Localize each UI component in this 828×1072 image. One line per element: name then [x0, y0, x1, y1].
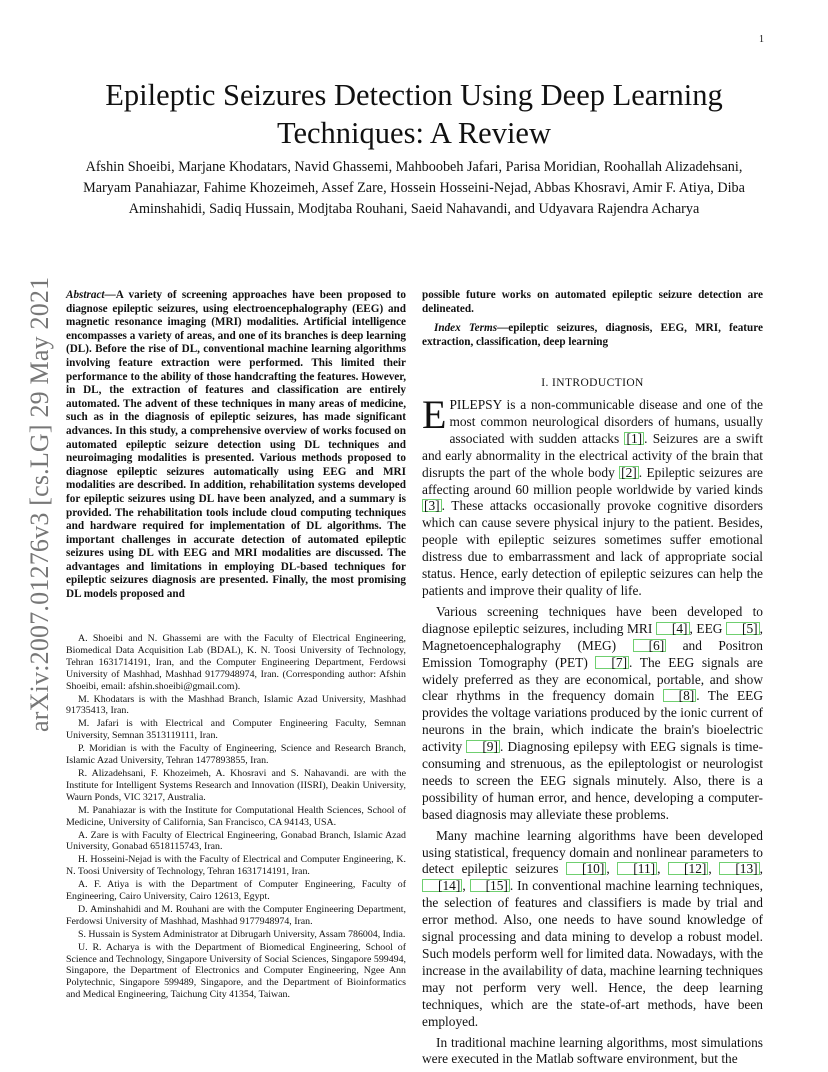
- separator: ,: [759, 861, 763, 877]
- footnote: A. Shoeibi and N. Ghassemi are with the Faculty of Electrical Engineering, Biomedical Data Acquisition Lab (BDAL), K. N. Toosi University of Technology, Tehran 1631714191, Iran, and the Computer Engineering Department, Ferdowsi University of Mashhad, Mashhad 9177948974, Iran. (Corresponding author: Afshin Shoeibi, email: afshin.shoeibi@gmail.com).: [66, 633, 406, 692]
- index-terms-text: —epileptic seizures, diagnosis, EEG, MRI, feature extraction, classification, deep learning: [422, 322, 763, 348]
- citation-link[interactable]: [11]: [617, 862, 657, 875]
- footnote: P. Moridian is with the Faculty of Engineering, Science and Research Branch, Islamic Azad University, Tehran 1477893855, Iran.: [66, 743, 406, 767]
- citation-link[interactable]: [7]: [595, 656, 629, 669]
- intro-text: . Epileptic seizures are affecting around 60 million people worldwide by varied kinds: [422, 464, 764, 497]
- intro-text: Many machine learning algorithms have been developed using statistical, frequency domain and nonlinear parameters to detect epileptic seizures: [422, 827, 763, 877]
- abstract-label: Abstract: [66, 289, 105, 301]
- footnote: D. Aminshahidi and M. Rouhani are with the Computer Engineering Department, Ferdowsi University of Mashhad, Mashhad 9177948974, Iran.: [66, 903, 406, 927]
- footnote: M. Panahiazar is with the Institute for Computational Health Sciences, School of Medicine, University of California, San Francisco, CA 94143, USA.: [66, 804, 406, 828]
- intro-text: . Seizures are a swift and early abnormality in the electrical activity of the brain that disrupts the part of the whole body: [422, 430, 763, 480]
- footnote: R. Alizadehsani, F. Khozeimeh, A. Khosravi and S. Nahavandi. are with the Institute for Intelligent Systems Research and Innovation (IISRI), Deakin University, Waurn Ponds, VIC 3217, Australia.: [66, 767, 406, 803]
- citation-link[interactable]: [8]: [663, 689, 697, 702]
- citation-link[interactable]: [10]: [566, 862, 606, 875]
- citation-link[interactable]: [3]: [424, 498, 440, 514]
- intro-text: . In conventional machine learning techniques, the selection of features and classifiers is made by trial and error method. Also, one needs to have sound knowledge of signal processing and data mining to develop a robust model. Such models perform well for limited data. Nowadays, with the increase in the availability of data, machine learning techniques may not perform very well. Hence, the deep learning techniques, which are the state-of-art methods, have been employed.: [422, 878, 764, 1029]
- intro-text: . Diagnosing epilepsy with EEG signals is time-consuming and strenuous, as the epileptologist or neurologist needs to screen the EEG signals minutely. Also, there is a possibility of human error, and hence, developing a computer-based diagnosis may alleviate these problems.: [422, 739, 763, 822]
- footnote: A. Zare is with Faculty of Electrical Engineering, Gonabad Branch, Islamic Azad University, Gonabad 6518115743, Iran.: [66, 829, 406, 853]
- intro-text: , EEG: [689, 620, 727, 636]
- citation-link[interactable]: [6]: [633, 639, 667, 652]
- author-list: Afshin Shoeibi, Marjane Khodatars, Navid Ghassemi, Mahboobeh Jafari, Parisa Moridian, Roohallah Alizadehsani, Maryam Panahiazar, Fahime Khozeimeh, Assef Zare, Hossein Hosseini-Nejad, Abbas Khosravi, Amir F. Atiya, Diba Aminshahidi, Sadiq Hussain, Modjtaba Rouhani, Saeid Nahavandi, and Udyavara Rajendra Acharya: [83, 159, 745, 217]
- citation-link[interactable]: [14]: [422, 879, 462, 892]
- abstract-text: —A variety of screening approaches have been proposed to diagnose epileptic seizures, using electroencephalography (EEG) and magnetic resonance imaging (MRI) modalities. Artificial intelligence encompasses a variety of areas, and one of its branches is deep learning (DL). Before the rise of DL, conventional machine learning algorithms involving feature extraction were performed. This limited their performance to the ability of those handcrafting the features. However, in DL, the extraction of features and classification are entirely automated. The advent of these techniques in many areas of medicine, such as in the diagnosis of epileptic seizures, has made significant advances. In this study, a comprehensive overview of works focused on automated epileptic seizure detection using DL techniques and neuroimaging modalities is presented. Various methods proposed to diagnose epileptic seizures automatically using EEG and MRI modalities are described. In addition, rehabilitation systems developed for epileptic seizures using DL have been analyzed, and a summary is provided. The rehabilitation tools include cloud computing techniques and hardware required for implementation of DL algorithms. The important challenges in accurate detection of automated epileptic seizures using DL with EEG and MRI modalities are discussed. The advantages and limitations in employing DL-based techniques for epileptic seizures diagnosis are presented. Finally, the most promising DL models proposed and: [66, 289, 406, 601]
- citation-link[interactable]: [1]: [626, 430, 643, 446]
- introduction-body: [422, 392, 764, 1072]
- citation-link[interactable]: [13]: [719, 862, 759, 875]
- citation-link[interactable]: [5]: [726, 622, 760, 635]
- intro-text: Various screening techniques have been developed to diagnose epileptic seizures, including MRI: [422, 603, 763, 636]
- arxiv-stamp: arXiv:2007.01276v3 [cs.LG] 29 May 2021: [25, 276, 54, 732]
- footnote: M. Khodatars is with the Mashhad Branch, Islamic Azad University, Mashhad 91735413, Iran.: [66, 693, 406, 717]
- intro-text: PILEPSY is a non-communicable disease and one of the most common neurological disorders of humans, usually associated with sudden attacks: [449, 397, 763, 446]
- intro-paragraph-4: In traditional machine learning algorithms, most simulations were executed in the Matlab software environment, but the: [422, 1034, 763, 1067]
- separator: ,: [606, 861, 618, 877]
- index-terms-label: Index Terms: [434, 322, 498, 334]
- footnote: M. Jafari is with Electrical and Computer Engineering Faculty, Semnan University, Semnan 3513119111, Iran.: [66, 718, 406, 742]
- abstract-continued: possible future works on automated epileptic seizure detection are delineated.: [422, 289, 763, 315]
- intro-text: . These attacks occasionally provoke cognitive disorders which can cause severe physical injury to the patient. Besides, people with epileptic seizures sometimes suffer emotional distress due to embarrassment and lack of appropriate social status. Hence, early detection of epileptic seizures can help the patients and improve their quality of life.: [422, 498, 763, 598]
- intro-paragraph-3: [422, 828, 763, 1031]
- footnote: U. R. Acharya is with the Department of Biomedical Engineering, School of Science and Technology, Singapore University of Social Sciences, Singapore 599494, Singapore, the Department of Electronics and Computer Engineering, Ngee Ann Polytechnic, Singapore 599489, Singapore, and the Department of Bioinformatics and Medical Engineering, Taichung City 41354, Taiwan.: [66, 941, 406, 1001]
- footnote: S. Hussain is System Administrator at Dibrugarh University, Assam 786004, India.: [78, 928, 406, 940]
- intro-text: , Magnetoencephalography (MEG): [422, 620, 764, 653]
- citation-link[interactable]: [2]: [621, 464, 637, 480]
- index-terms: [422, 322, 763, 349]
- drop-cap: E: [422, 392, 447, 437]
- paper-title: Epileptic Seizures Detection Using Deep Learning Techniques: A Review: [105, 78, 723, 150]
- separator: ,: [708, 861, 720, 877]
- citation-link[interactable]: [15]: [470, 879, 510, 892]
- intro-text: and Positron Emission Tomography (PET): [422, 637, 763, 670]
- abstract: [66, 289, 406, 602]
- intro-paragraph-2: [422, 604, 763, 824]
- separator: ,: [462, 878, 470, 894]
- footnote: A. F. Atiya is with the Department of Computer Engineering, Faculty of Engineering, Cairo University, Cairo 12613, Egypt.: [66, 879, 406, 903]
- page-number: 1: [759, 34, 764, 45]
- intro-text: . The EEG signals are widely preferred as they are economical, portable, and show clear rhythms in the frequency domain: [422, 654, 764, 704]
- footnote: H. Hosseini-Nejad is with the Faculty of Electrical and Computer Engineering, K. N. Toosi University of Technology, Tehran 1631714191, Iran.: [66, 854, 406, 878]
- intro-text: . The EEG provides the voltage variations produced by the ionic current of neurons in the brain, which indicate the brain's bioelectric activity: [422, 688, 763, 755]
- separator: ,: [657, 861, 669, 877]
- citation-link[interactable]: [12]: [668, 862, 708, 875]
- citation-link[interactable]: [4]: [656, 622, 690, 635]
- section-heading: I. INTRODUCTION: [541, 377, 644, 389]
- citation-link[interactable]: [9]: [466, 740, 500, 753]
- intro-paragraph-1: [422, 392, 764, 600]
- affiliation-footnotes: [66, 633, 406, 1002]
